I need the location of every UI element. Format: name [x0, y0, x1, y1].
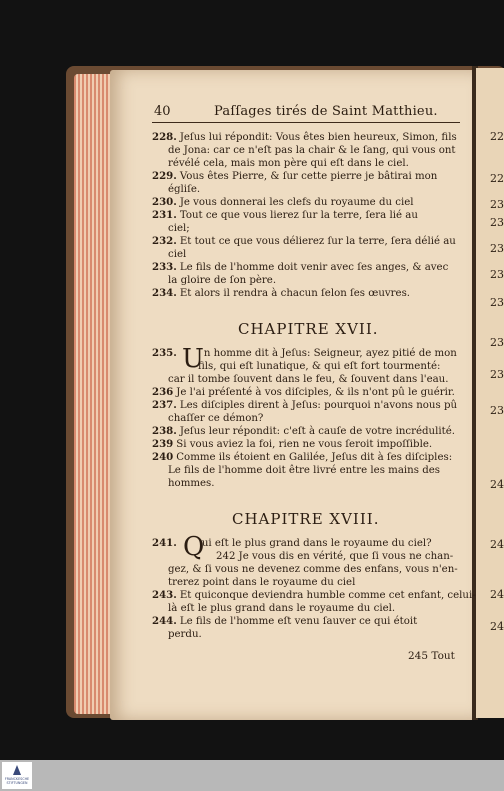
verse-line [152, 425, 464, 438]
verse-line [168, 563, 480, 576]
facing-page-verse-number: 23 [490, 368, 504, 381]
running-title: Paſſages tirés de Saint Matthieu. [214, 104, 438, 119]
facing-page-verse-number: 22 [490, 130, 504, 143]
verse-line [152, 451, 464, 464]
verse-number: 241. [152, 537, 177, 549]
verse-line [168, 477, 480, 490]
page-header [150, 104, 460, 122]
verse-number: 244. [152, 615, 177, 627]
verse-text: égliſe. [168, 184, 201, 195]
verse-line [152, 386, 464, 399]
verse-number: 230. [152, 196, 177, 208]
facing-page-verse-number: 23 [490, 268, 504, 281]
verse-line [168, 183, 480, 196]
verse-text: de Jona: car ce n'eſt pas la chair & le ſang, qui vous ont [168, 145, 456, 156]
verse-number: 238. [152, 425, 177, 437]
chapter-17-heading: CHAPITRE XVII. [238, 320, 379, 338]
verse-text: ciel [168, 249, 187, 260]
verse-line [168, 602, 480, 615]
facing-page-verse-number: 23 [490, 404, 504, 417]
verse-text: Le fils de l'homme eſt venu ſauver ce qui étoit [179, 616, 418, 627]
verse-text: la gloire de ſon père. [168, 275, 277, 286]
verse-text: révélé cela, mais mon père qui eſt dans le ciel. [168, 158, 409, 169]
verse-text: perdu. [168, 629, 202, 640]
verse-text: gez, & ſi vous ne devenez comme des enfans, vous n'en- [168, 564, 458, 575]
verse-text: Le fils de l'homme doit être livré entre les mains des [168, 465, 440, 476]
verse-text: Et quiconque deviendra humble comme cet enfant, celui- [179, 590, 476, 601]
verse-line [152, 615, 464, 628]
page-number: 40 [154, 104, 171, 119]
facing-page-verse-number: 24 [490, 588, 504, 601]
verse-line [152, 170, 464, 183]
verse-number: 234. [152, 287, 177, 299]
verse-number: 237. [152, 399, 177, 411]
verse-line [168, 628, 480, 641]
verse-text: car il tombe ſouvent dans le feu, & ſouvent dans l'eau. [168, 374, 449, 385]
verse-line [168, 412, 480, 425]
verse-text: Et tout ce que vous délierez ſur la terre, ſera délié au [179, 236, 456, 247]
verse-text: fils, qui eſt lunatique, & qui eſt fort tourmenté: [198, 361, 441, 372]
facing-page-verse-number: 24 [490, 538, 504, 551]
verse-line [152, 287, 464, 300]
verse-line [152, 235, 464, 248]
verse-line [152, 196, 464, 209]
verse-number: 239 [152, 438, 174, 450]
verse-text: ciel; [168, 223, 190, 234]
verse-number: 235. [152, 347, 177, 359]
verse-number: 236 [152, 386, 174, 398]
verse-number: 232. [152, 235, 177, 247]
verse-text: Les diſciples dirent à Jeſus: pourquoi n'avons nous pû [179, 400, 458, 411]
logo-mark-icon [13, 765, 21, 775]
verse-line [168, 464, 480, 477]
verse-text: Jeſus leur répondit: c'eſt à cauſe de votre incrédulité. [179, 426, 455, 437]
library-logo[interactable] [2, 762, 32, 789]
verse-text: ui eſt le plus grand dans le royaume du ciel? [201, 538, 432, 549]
verse-text: trerez point dans le royaume du ciel [168, 577, 356, 588]
verse-line [152, 399, 464, 412]
verse-line [168, 144, 480, 157]
logo-text: FRANCKESCHE STIFTUNGEN [4, 777, 30, 785]
facing-page-verse-number: 22 [490, 172, 504, 185]
verse-line [168, 373, 480, 386]
verse-line [152, 209, 464, 222]
verse-text: Comme ils étoient en Galilée, Jeſus dit à ſes diſciples: [176, 452, 453, 463]
verse-line [152, 131, 464, 144]
verse-text: là eſt le plus grand dans le royaume du ciel. [168, 603, 396, 614]
verse-line [168, 248, 480, 261]
verse-line [168, 576, 480, 589]
verse-line [168, 274, 480, 287]
verse-line [152, 438, 464, 451]
verse-line [216, 550, 504, 563]
catchword: 245 Tout [408, 650, 455, 662]
verse-text: Je vous donnerai les clefs du royaume du ciel [179, 197, 414, 208]
verse-text: Tout ce que vous lierez ſur la terre, ſera lié au [179, 210, 418, 221]
verse-line [152, 261, 464, 274]
verse-number: 228. [152, 131, 177, 143]
verse-text: Jeſus lui répondit: Vous êtes bien heureux, Simon, fils [179, 132, 457, 143]
verse-text: Vous êtes Pierre, & ſur cette pierre je bâtirai mon [179, 171, 438, 182]
verse-text: Si vous aviez la foi, rien ne vous ſeroit impoſſible. [176, 439, 433, 450]
verse-text: Le fils de l'homme doit venir avec ſes anges, & avec [179, 262, 449, 273]
verse-text: Je l'ai préſenté à vos diſciples, & ils n'ont pû le guérir. [176, 387, 455, 398]
drop-cap-u: U [182, 344, 204, 374]
facing-page-verse-number: 24 [490, 478, 504, 491]
chapter-18-heading: CHAPITRE XVIII. [232, 510, 380, 528]
verse-line [168, 222, 480, 235]
verse-line [152, 589, 476, 602]
drop-cap-q: Q [183, 532, 205, 562]
verse-text: n homme dit à Jeſus: Seigneur, ayez pitié de mon [203, 348, 457, 359]
verse-number: 231. [152, 209, 177, 221]
verse-line [168, 157, 480, 170]
verse-number: 240 [152, 451, 174, 463]
verse-text: 242 Je vous dis en vérité, que ſi vous ne chan- [216, 551, 454, 562]
verse-line [198, 360, 504, 373]
verse-number: 233. [152, 261, 177, 273]
viewer-footer-bar [0, 760, 504, 791]
verse-text: hommes. [168, 478, 215, 489]
facing-page [476, 68, 504, 718]
verse-number: 229. [152, 170, 177, 182]
verse-line [152, 347, 464, 360]
verse-line [152, 537, 464, 550]
verse-number: 243. [152, 589, 177, 601]
verse-text: chaſſer ce démon? [168, 413, 264, 424]
verse-text: Et alors il rendra à chacun ſelon ſes œuvres. [179, 288, 411, 299]
facing-page-verse-number: 24 [490, 620, 504, 633]
facing-page-verse-number: 23 [490, 336, 504, 349]
facing-page-verse-number: 23 [490, 296, 504, 309]
facing-page-verse-number: 23 [490, 242, 504, 255]
header-rule [152, 122, 460, 123]
facing-page-verse-number: 23 [490, 198, 504, 211]
facing-page-verse-number: 23 [490, 216, 504, 229]
